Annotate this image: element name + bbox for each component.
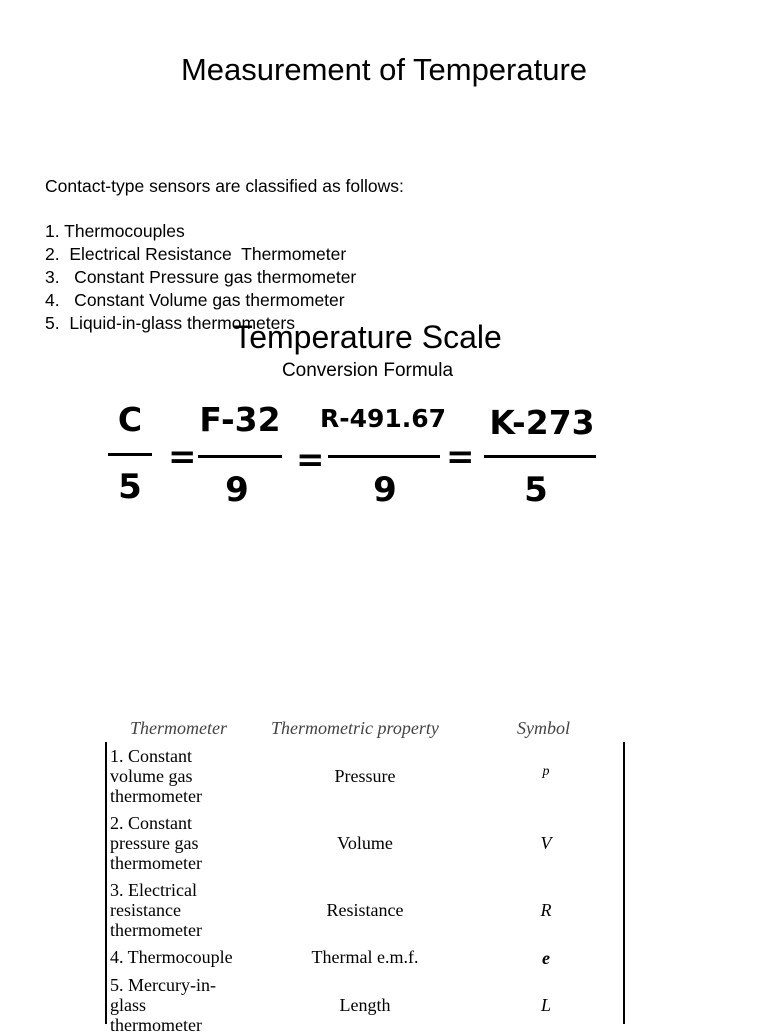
cell-property: Length: [339, 995, 391, 1015]
cell-thermometer-line: pressure gas: [110, 833, 199, 853]
equals-sign: =: [446, 437, 475, 477]
intro-text: Contact-type sensors are classified as follows:: [45, 176, 404, 196]
column-header-symbol: Symbol: [517, 718, 570, 738]
list-item: 5. Liquid-in-glass thermometers: [45, 313, 295, 333]
equals-sign: =: [168, 437, 197, 477]
column-header-property: Thermometric property: [271, 718, 439, 738]
table-row: [110, 975, 216, 1035]
table-border-left: [105, 742, 107, 1024]
cell-thermometer-line: resistance: [110, 900, 181, 920]
cell-symbol: V: [540, 833, 552, 853]
cell-property: Thermal e.m.f.: [311, 947, 419, 967]
conversion-subtitle: Conversion Formula: [281, 360, 454, 381]
list-item: 4. Constant Volume gas thermometer: [45, 290, 345, 310]
table-row: [110, 947, 233, 967]
table-border-right: [623, 742, 625, 1024]
fahrenheit-numerator: F-32: [199, 400, 281, 439]
fraction-bar: [328, 455, 440, 458]
cell-symbol: p: [542, 764, 550, 779]
kelvin-denominator: 5: [524, 470, 548, 510]
cell-thermometer-line: thermometer: [110, 853, 202, 873]
cell-thermometer-line: 5. Mercury-in-: [110, 975, 216, 995]
rankine-denominator: 9: [373, 470, 397, 510]
cell-symbol: e: [542, 948, 550, 968]
fraction-bar: [108, 453, 152, 456]
cell-thermometer-line: glass: [110, 995, 146, 1015]
fraction-bar: [484, 455, 596, 458]
cell-thermometer-line: 3. Electrical: [110, 880, 197, 900]
cell-property: Pressure: [334, 766, 396, 786]
table-row: [110, 813, 202, 873]
cell-thermometer-line: volume gas: [110, 766, 193, 786]
list-item: 2. Electrical Resistance Thermometer: [45, 244, 347, 264]
table-row: [110, 880, 202, 940]
fahrenheit-denominator: 9: [225, 470, 249, 510]
celsius-numerator: C: [117, 400, 143, 439]
cell-thermometer-line: 1. Constant: [110, 746, 193, 766]
cell-thermometer-line: thermometer: [110, 920, 202, 940]
cell-symbol: R: [540, 900, 552, 920]
equals-sign: =: [296, 440, 325, 480]
cell-thermometer-line: 4. Thermocouple: [110, 947, 233, 967]
rankine-numerator: R-491.67: [319, 404, 447, 433]
list-item: 1. Thermocouples: [45, 221, 185, 241]
table-row: [110, 746, 202, 806]
cell-property: Resistance: [326, 900, 404, 920]
column-header-thermometer: Thermometer: [130, 718, 227, 738]
cell-property: Volume: [337, 833, 393, 853]
page-title: Measurement of Temperature: [180, 52, 588, 87]
cell-symbol: L: [540, 995, 551, 1015]
fraction-bar: [198, 455, 282, 458]
cell-thermometer-line: 2. Constant: [110, 813, 193, 833]
cell-thermometer-line: thermometer: [110, 1015, 202, 1035]
scale-title: Temperature Scale: [233, 319, 502, 355]
list-item: 3. Constant Pressure gas thermometer: [45, 267, 357, 287]
kelvin-numerator: K-273: [489, 403, 595, 442]
celsius-denominator: 5: [118, 467, 142, 507]
cell-thermometer-line: thermometer: [110, 786, 202, 806]
